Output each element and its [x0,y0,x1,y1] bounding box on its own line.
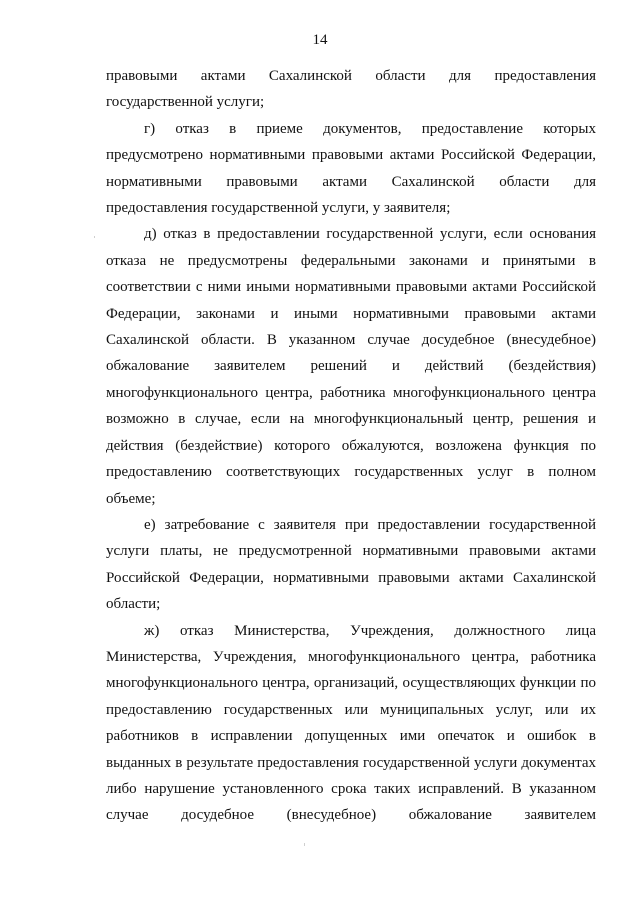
page-number: 14 [312,32,328,48]
paragraph-item-e: е) затребование с заявителя при предоставлении государственной услуги платы, не предусмотренной нормативными правовыми актами Российской Федерации, нормативными правовыми актами Сахалинской области; [106,516,596,613]
paragraph-item-zh: ж) отказ Министерства, Учреждения, должностного лица Министерства, Учреждения, многофункционального центра, работника многофункционального центра, организаций, осуществляющих функции по предоставлению государственных или муниципальных услуг, или их работников в исправлении допущенных ими опечаток и ошибок в выданных в результате предоставления государственной услуги документах либо нарушение установленного срока таких исправлений. В указанном случае досудебное (внесудебное) обжалование заявителем [106,622,596,824]
paragraph-item-g: г) отказ в приеме документов, предоставление которых предусмотрено нормативными правовыми актами Российской Федерации, нормативными правовыми актами Сахалинской области для предоставления государственной услуги, у заявителя; [106,120,596,217]
scan-artifact-bottom [304,843,305,846]
paragraph-item-d: д) отказ в предоставлении государственной услуги, если основания отказа не предусмотрены федеральными законами и принятыми в соответствии с ними иными нормативными правовыми актами Российской Федерации, законами и иными нормативными правовыми актами Сахалинской области. В указанном случае досудебное (внесудебное) обжалование заявителем решений и действий (бездействия) многофункционального центра, работника многофункционального центра возможно в случае, если на многофункциональный центр, решения и действия (бездействие) которого обжалуются, возложена функция по предоставлению соответствующих государственных услуг в полном объеме; [106,226,596,507]
paragraph-continuation: правовыми актами Сахалинской области для предоставления государственной услуги; [106,68,596,111]
scan-artifact-left [94,236,95,238]
document-body [106,63,596,829]
